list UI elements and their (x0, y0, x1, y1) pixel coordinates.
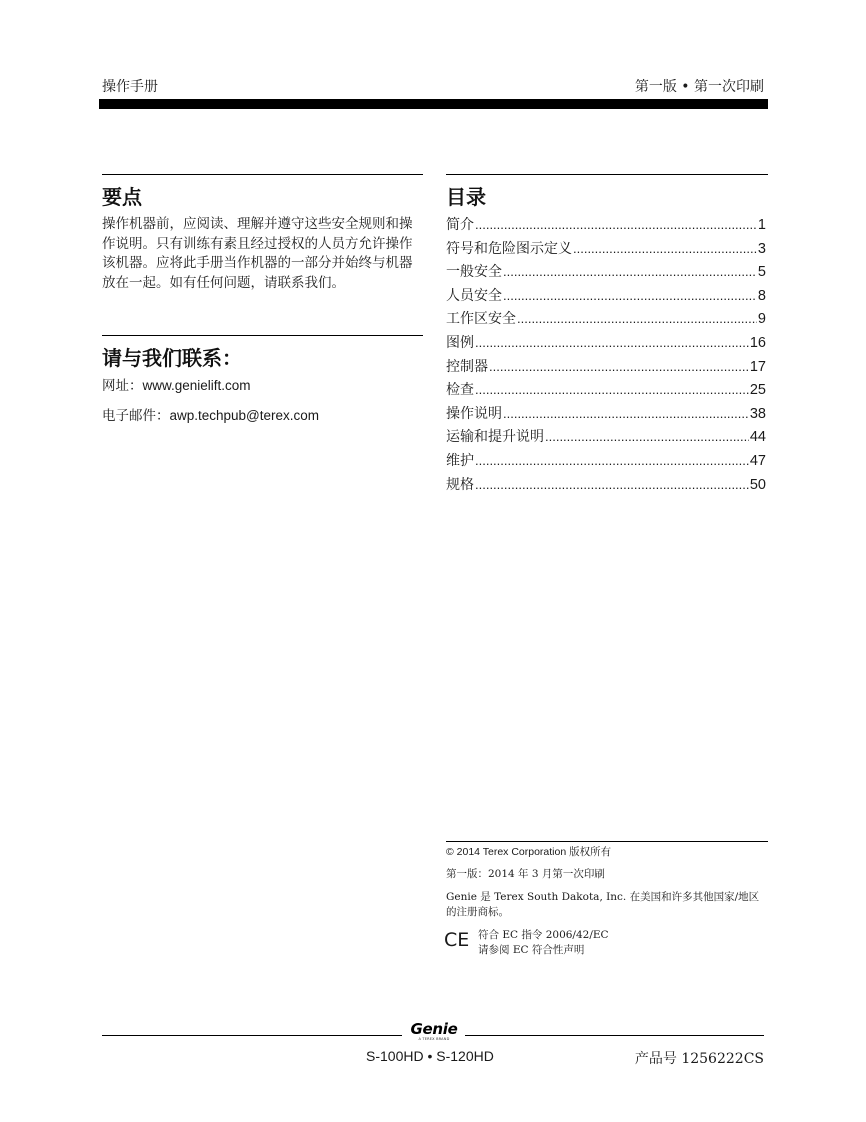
header-bar (99, 99, 768, 109)
contact-web-link[interactable]: www.genielift.com (142, 378, 251, 393)
essentials-paragraph: 操作机器前，应阅读、理解并遵守这些安全规则和操作说明。只有训练有素且经过授权的人员方允许操作该机器。应将此手册当作机器的一部分并始终与机器放在一起。如有任何问题，请联系我们。 (102, 216, 413, 291)
toc-entry[interactable] (446, 450, 766, 474)
essentials-heading: 要点 (102, 185, 142, 209)
toc-entry-title: 简介 (446, 217, 474, 233)
contact-email (102, 406, 319, 427)
toc-entry-title: 图例 (446, 334, 474, 351)
toc-entry-title: 控制器 (446, 358, 488, 375)
toc-entry[interactable] (446, 285, 766, 309)
toc-entry-page: 5 (757, 264, 766, 281)
toc-entry-title: 规格 (446, 476, 474, 493)
toc-leader-dots (475, 477, 749, 492)
toc-entry[interactable] (446, 379, 766, 403)
toc-leader-dots (475, 453, 749, 468)
toc-entry-page: 17 (749, 358, 766, 375)
toc-entry-title: 符号和危险图示定义 (446, 240, 572, 257)
toc-entry-title: 操作说明 (446, 405, 502, 422)
contact-heading: 请与我们联系： (102, 346, 242, 370)
section-rule (446, 174, 768, 175)
section-rule (102, 174, 423, 175)
header-edition: 第一版 • 第一次印刷 (634, 79, 764, 95)
ce-line-2: 请参阅 EC 符合性声明 (478, 944, 585, 956)
toc-entry-page: 1 (757, 217, 766, 233)
toc-leader-dots (489, 359, 749, 374)
contact-email-label: 电子邮件： (102, 408, 170, 424)
toc-list (446, 214, 766, 497)
ce-compliance (478, 928, 768, 958)
toc-leader-dots (475, 217, 757, 232)
toc-entry[interactable] (446, 403, 766, 427)
header-manual-title: 操作手册 (102, 79, 158, 95)
toc-entry-page: 44 (749, 429, 766, 446)
genie-logo-word: Genie (410, 1020, 458, 1038)
toc-entry-page: 47 (749, 452, 766, 469)
toc-entry[interactable] (446, 474, 766, 498)
toc-leader-dots (573, 241, 757, 256)
toc-heading: 目录 (446, 185, 486, 209)
edition-text: 第一版：2014 年 3 月第一次印刷 (446, 868, 605, 880)
toc-entry-page: 16 (749, 334, 766, 351)
contact-web-label: 网址： (102, 378, 143, 394)
toc-entry[interactable] (446, 426, 766, 450)
toc-entry-title: 检查 (446, 382, 474, 399)
toc-entry[interactable] (446, 261, 766, 285)
toc-entry-title: 工作区安全 (446, 311, 516, 328)
footer-part-number: 产品号 1256222CS (634, 1051, 764, 1067)
footer-rule-right (465, 1035, 764, 1036)
toc-entry-title: 人员安全 (446, 287, 502, 304)
toc-entry-title: 维护 (446, 452, 474, 469)
toc-entry-page: 3 (757, 240, 766, 257)
toc-entry-page: 8 (757, 287, 766, 304)
footer-rule-left (102, 1035, 402, 1036)
ce-line-1: 符合 EC 指令 2006/42/EC (478, 929, 609, 941)
toc-entry-title: 运输和提升说明 (446, 429, 544, 446)
copyright-text: © 2014 Terex Corporation 版权所有 (446, 846, 612, 858)
toc-entry[interactable] (446, 308, 766, 332)
toc-leader-dots (475, 382, 749, 397)
toc-entry-page: 38 (749, 405, 766, 422)
trademark-text: Genie 是 Terex South Dakota, Inc. 在美国和许多其他国家/地区的注册商标。 (446, 891, 760, 918)
toc-leader-dots (475, 335, 749, 350)
toc-leader-dots (517, 311, 757, 326)
toc-leader-dots (503, 264, 757, 279)
toc-entry-title: 一般安全 (446, 264, 502, 281)
section-rule (102, 335, 423, 336)
toc-leader-dots (503, 406, 749, 421)
footer-model: S-100HD • S-120HD (366, 1048, 494, 1064)
toc-entry-page: 9 (757, 311, 766, 328)
legal-rule (446, 841, 768, 842)
toc-entry[interactable] (446, 332, 766, 356)
toc-entry-page: 25 (749, 382, 766, 399)
contact-web (102, 376, 251, 397)
contact-email-link[interactable]: awp.techpub@terex.com (169, 408, 320, 423)
toc-leader-dots (545, 429, 749, 444)
toc-entry[interactable] (446, 214, 766, 238)
genie-logo-subtitle: A TEREX BRAND (418, 1037, 450, 1041)
toc-entry[interactable] (446, 238, 766, 262)
ce-mark-icon: CE (444, 929, 470, 951)
genie-logo (407, 1021, 461, 1043)
toc-leader-dots (503, 288, 757, 303)
toc-entry-page: 50 (749, 476, 766, 493)
toc-entry[interactable] (446, 356, 766, 380)
